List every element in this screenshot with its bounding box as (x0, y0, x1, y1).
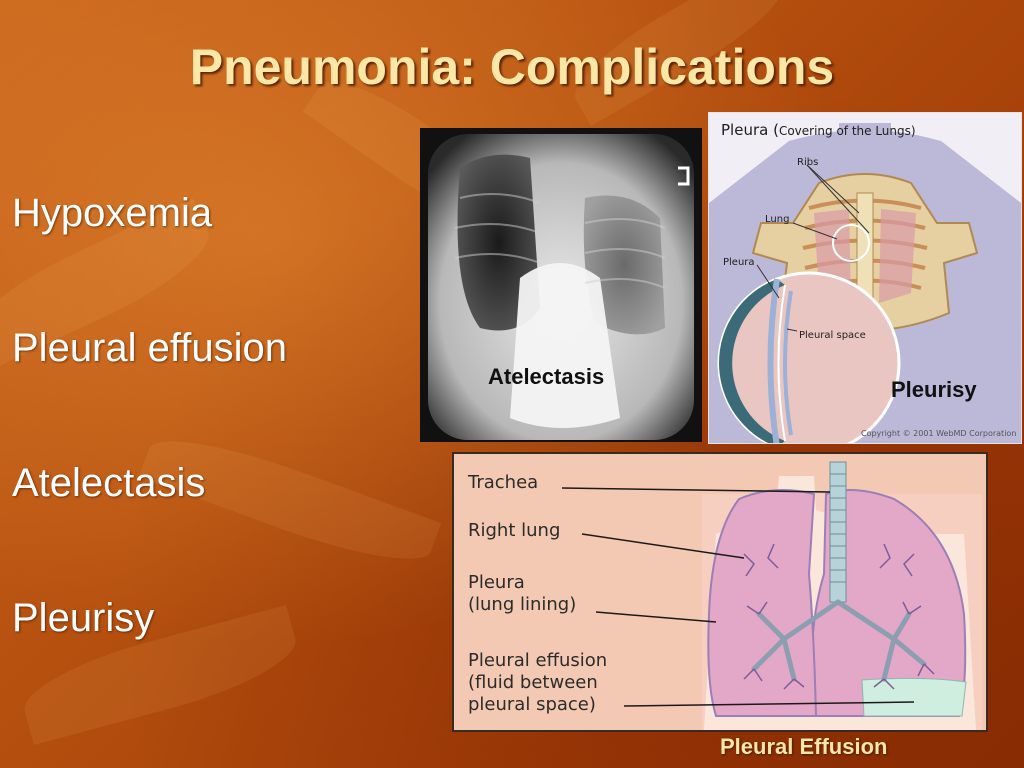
effusion-label-line3: pleural space) (468, 694, 596, 715)
ribs-label: Ribs (797, 157, 819, 168)
bullet-atelectasis: Atelectasis (12, 461, 206, 505)
pleural-effusion-caption: Pleural Effusion (720, 734, 888, 759)
lung-label: Lung (765, 214, 790, 225)
atelectasis-xray-image (420, 128, 702, 442)
trachea-label: Trachea (468, 472, 539, 493)
complications-list (12, 186, 287, 726)
pleura-heading-main: Pleura ( (721, 121, 779, 139)
slide-title: Pneumonia: Complications (189, 39, 835, 95)
bullet-pleurisy: Pleurisy (12, 596, 155, 640)
pleural-effusion-diagram (452, 452, 988, 732)
effusion-label-line2: (fluid between (468, 672, 598, 693)
pleura-label: Pleura (723, 257, 755, 268)
effusion-label-line1: Pleural effusion (468, 650, 608, 671)
pleura-label-line1: Pleura (468, 572, 525, 593)
pleurisy-caption: Pleurisy (891, 377, 977, 402)
right-lung-label: Right lung (468, 520, 561, 541)
pleura-heading (721, 121, 916, 139)
bullet-hypoxemia: Hypoxemia (12, 191, 213, 235)
xray-illustration (420, 128, 702, 442)
pleura-heading-sub: Covering of the Lungs) (778, 124, 916, 138)
bullet-pleural-effusion: Pleural effusion (12, 326, 287, 370)
pleura-diagram (708, 112, 1022, 444)
pleura-label-line2: (lung lining) (468, 594, 577, 615)
atelectasis-caption: Atelectasis (488, 364, 605, 389)
pleura-lining-label (468, 572, 576, 616)
copyright-text: Copyright © 2001 WebMD Corporation (861, 429, 1017, 438)
pleural-effusion-label (468, 650, 607, 716)
pleural-space-label: Pleural space (799, 330, 866, 341)
